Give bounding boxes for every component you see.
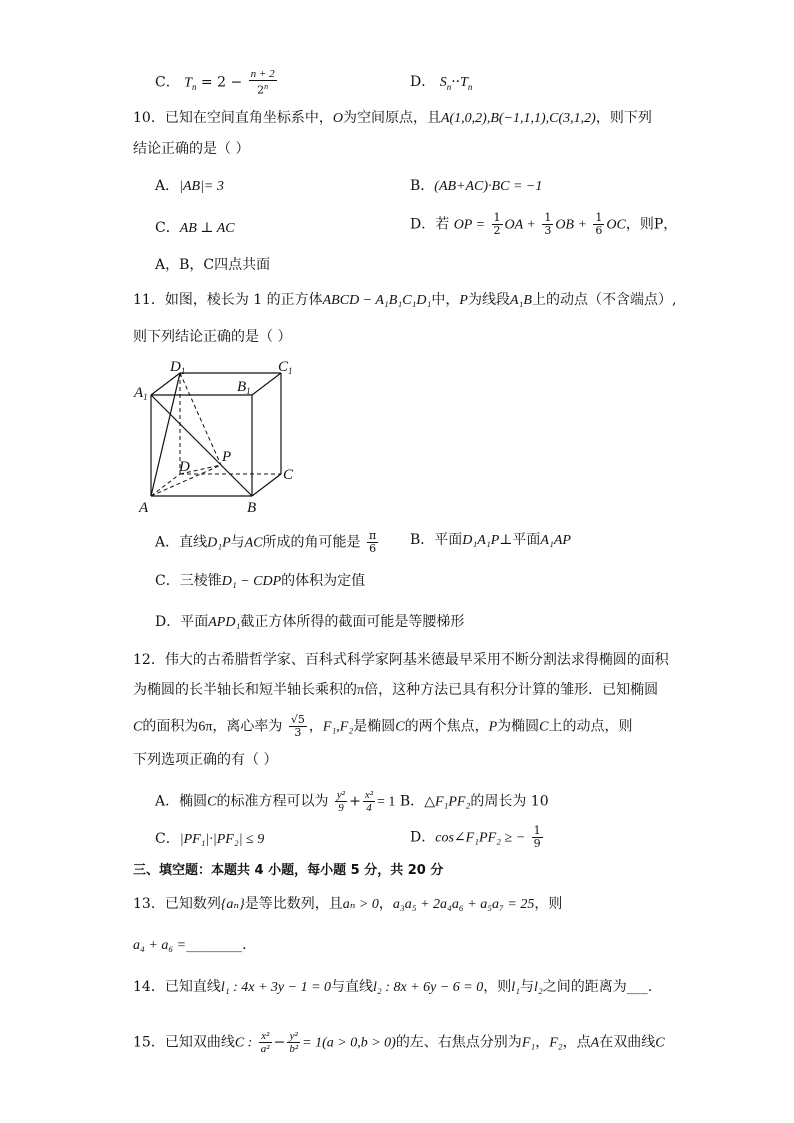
- q10-option-b: B．(AB+AC)·BC = −1: [410, 178, 543, 194]
- q12-option-d: D．cos∠F₁PF₂ ≥ − $\frac{1}{9}$: [410, 824, 541, 850]
- label-d: D: [179, 459, 190, 475]
- cube-figure: [130, 355, 300, 515]
- label-a: A: [139, 500, 149, 515]
- q12-option-c: C．|PF₁|·|PF₂| ≤ 9: [155, 831, 265, 847]
- hidden-segment-d1-p: [180, 373, 221, 465]
- q9-option-c: C． $T_n = 2$ − $\frac{n + 2}{2^n}$: [155, 68, 275, 97]
- q11-option-c: C．三棱锥D₁ − CDP的体积为定值: [155, 573, 366, 589]
- q11-option-b: B．平面D₁A₁P⊥平面A₁AP: [410, 532, 571, 548]
- q10-stem-line1: 10．已知在空间直角坐标系中，O为空间原点，且A(1,0,2),B(−1,1,1),C(3,1,2)，则下列: [133, 110, 652, 126]
- label-b: B: [247, 500, 257, 515]
- q12-line3: C的面积为6π，离心率为 $\frac{√5}{3}$ ，F₁,F₂是椭圆C的两个焦点，P为椭圆C上的动点，则: [133, 713, 633, 739]
- label-d1: $D_1$: [170, 359, 186, 376]
- q10-stem-line2: 结论正确的是（ ）: [133, 141, 250, 157]
- q9-c-fraction: $\frac{n + 2}{2^n}$: [250, 68, 275, 97]
- section-title-fill-in: 三、填空题：本题共 4 小题，每小题 5 分，共 20 分: [133, 863, 444, 878]
- q15-stem: 15．已知双曲线C : $\frac{\text{x²}}{\text{a²}}$ − $\frac{\text{y²}}{\text{b²}}$ = 1(a > 0,b > 0)的左、右焦点分别为F₁，F₂，点A在双曲线C: [133, 1030, 665, 1055]
- q11-option-a: A．直线D₁P与AC所成的角可能是 $\frac{\pi}{6}$: [155, 529, 377, 555]
- edge-b-c: [252, 474, 281, 496]
- q14-stem: 14．已知直线l₁ : 4x + 3y − 1 = 0与直线l₂ : 8x + 6y − 6 = 0，则l₁与l₂之间的距离为___.: [133, 979, 653, 995]
- label-a1: $A_1$: [134, 385, 148, 402]
- q13-stem: 13．已知数列{aₙ}是等比数列，且aₙ > 0，a₃a₅ + 2a₄a₆ + a₅a₇ = 25，则: [133, 896, 563, 912]
- q9-option-d: D． $S_n\cdot\cdot T_n$: [410, 74, 473, 92]
- q13-answer-blank[interactable]: ________．: [186, 937, 257, 953]
- q11-stem-line2: 则下列结论正确的是（ ）: [133, 329, 292, 345]
- segment-a1-b: [151, 395, 252, 496]
- q11-option-d: D．平面APD₁截正方体所得的截面可能是等腰梯形: [155, 614, 465, 630]
- q10-option-d-line2: A，B，C四点共面: [155, 257, 271, 273]
- label-b1: $B_1$: [237, 379, 251, 396]
- label-c1: $C_1$: [278, 359, 293, 376]
- q10-option-c: C．AB ⊥ AC: [155, 220, 235, 236]
- q10-option-a: A．|AB|= 3: [155, 178, 224, 194]
- label-p: P: [222, 449, 232, 465]
- q12-line1: 12．伟大的古希腊哲学家、百科式科学家阿基米德最早采用不断分割法求得椭圆的面积: [133, 652, 669, 668]
- edge-b1-c1: [252, 373, 281, 395]
- q14-answer-blank[interactable]: ___.: [626, 979, 653, 995]
- q12-line2: 为椭圆的长半轴长和短半轴长乘积的π倍，这种方法已具有积分计算的雏形．已知椭圆: [133, 682, 659, 698]
- q10-option-d: D．若 OP = $\frac{1}{2}$ OA + $\frac{1}{3}$ OB + $\frac{1}{6}$ OC，则P，: [410, 211, 678, 237]
- q11-stem-line1: 11．如图，棱长为 1 的正方体ABCD − A₁B₁C₁D₁中，P为线段A₁B上的动点（不含端点）,: [133, 292, 677, 308]
- q13-answer-line: a₄ + a₆ =________．: [133, 937, 257, 953]
- q12-option-a: A．椭圆C的标准方程可以为 $\frac{\text{y²}}{9}$ + $\frac{\text{x²}}{4}$ = 1 B．△F₁PF₂的周长为 10: [155, 789, 549, 814]
- label-c: C: [283, 467, 294, 483]
- q12-line4: 下列选项正确的有（ ）: [133, 752, 278, 768]
